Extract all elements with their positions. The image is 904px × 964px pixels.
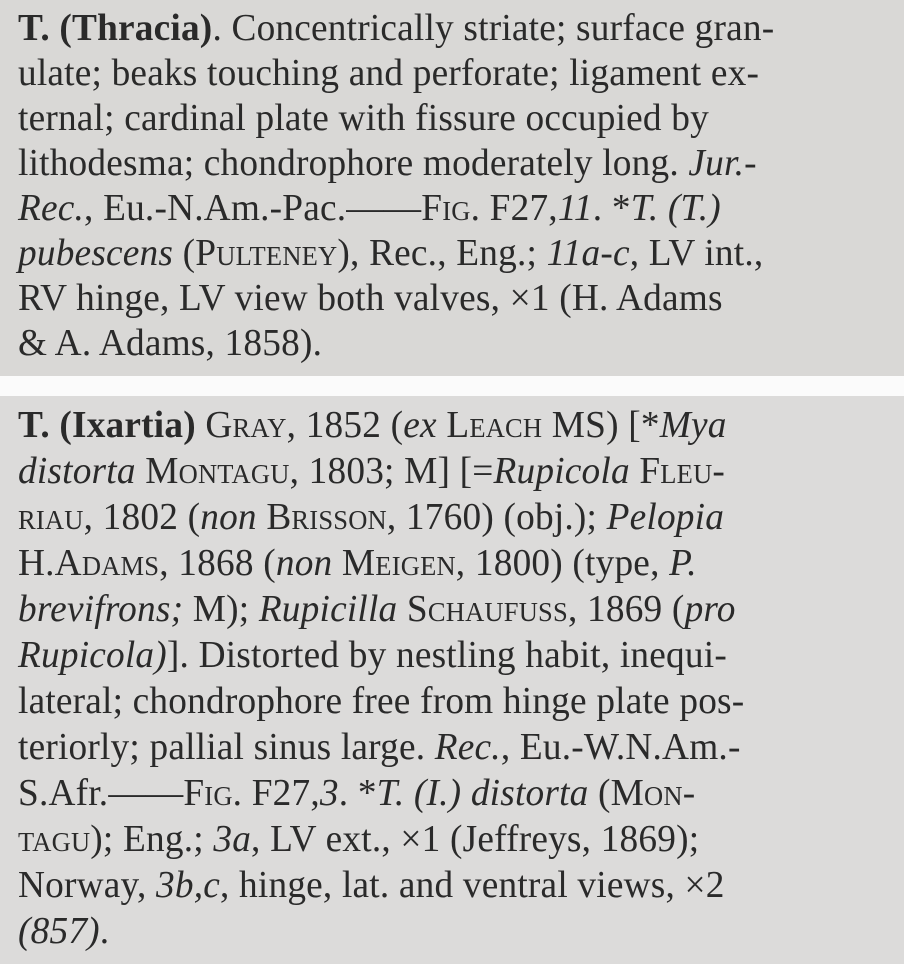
text-run: pro xyxy=(684,588,736,630)
text-line xyxy=(18,186,888,231)
text-run: , 1868 ( xyxy=(159,542,276,584)
text-run: ), Rec., Eng.; xyxy=(337,232,547,274)
text-run: Schaufuss xyxy=(406,588,568,630)
text-run: Norway, xyxy=(18,864,157,906)
text-run: T. (Ixartia) xyxy=(18,404,196,446)
text-run: 11 xyxy=(557,187,593,229)
text-run: RV hinge, LV view both valves, ×1 (H. Adams xyxy=(18,277,723,319)
text-run: . * xyxy=(338,772,377,814)
text-run: Gray xyxy=(205,404,287,446)
text-run xyxy=(196,404,206,446)
text-run: ( xyxy=(173,232,196,274)
text-run xyxy=(397,588,407,630)
text-run: , hinge, lat. and ventral views, ×2 xyxy=(220,864,725,906)
text-run: T. (I.) distorta xyxy=(376,772,589,814)
text-line xyxy=(18,6,888,51)
text-run xyxy=(136,450,146,492)
text-run: non xyxy=(200,496,257,538)
text-run: . * xyxy=(592,187,631,229)
text-line xyxy=(18,862,888,908)
text-run: Rec. xyxy=(18,187,85,229)
text-run: (857) xyxy=(18,910,100,952)
text-run: Mya xyxy=(659,404,727,446)
text-run: , 1760) (obj.); xyxy=(386,496,607,538)
text-run xyxy=(437,404,447,446)
text-run: lateral; chondrophore free from hinge plate pos- xyxy=(18,680,745,722)
text-line xyxy=(18,908,888,954)
text-run: ) [* xyxy=(606,404,660,446)
text-run: & A. Adams, 1858). xyxy=(18,322,323,364)
text-run: ternal; cardinal plate with fissure occupied by xyxy=(18,97,709,139)
text-run: F27, xyxy=(242,772,320,814)
text-run: pubescens xyxy=(18,232,174,274)
text-run: Pelopia xyxy=(606,496,725,538)
text-run: , 1852 ( xyxy=(286,404,404,446)
text-run: , 1869 ( xyxy=(567,588,685,630)
text-run: Montagu xyxy=(145,450,290,492)
text-run: S.Afr.—— xyxy=(18,772,184,814)
text-run: , Eu.-W.N.Am.- xyxy=(500,726,741,768)
text-run: Jur.- xyxy=(688,142,757,184)
text-line xyxy=(18,448,888,494)
text-run: 3b,c xyxy=(156,864,221,906)
text-run: , 1802 ( xyxy=(83,496,201,538)
text-run: M); xyxy=(183,588,259,630)
text-run: Rupicola xyxy=(493,450,630,492)
text-line xyxy=(18,141,888,186)
text-run: ulate; beaks touching and perforate; ligament ex- xyxy=(18,52,760,94)
text-run: 11a-c xyxy=(546,232,630,274)
text-line xyxy=(18,96,888,141)
text-run: brevifrons; xyxy=(18,588,184,630)
text-run: , LV int., xyxy=(629,232,764,274)
entry-ixartia xyxy=(0,396,904,964)
text-run: Leach MS xyxy=(446,404,607,446)
text-line xyxy=(18,770,888,816)
text-run: Fleu- xyxy=(639,450,726,492)
text-run xyxy=(630,450,640,492)
text-run xyxy=(332,542,342,584)
text-run xyxy=(257,496,267,538)
text-line xyxy=(18,540,888,586)
text-line xyxy=(18,586,888,632)
text-run: Rupicola) xyxy=(18,634,167,676)
text-run: T. (T.) xyxy=(630,187,721,229)
entry-thracia xyxy=(0,0,904,376)
text-run: . Concentrically striate; surface gran- xyxy=(212,7,775,49)
text-line xyxy=(18,402,888,448)
text-run: lithodesma; chondrophore moderately long. xyxy=(18,142,689,184)
text-run: non xyxy=(275,542,333,584)
text-run: distorta xyxy=(18,450,136,492)
text-run: teriorly; pallial sinus large. xyxy=(18,726,435,768)
text-run: , 1803; M] [= xyxy=(289,450,494,492)
text-run: Fig. xyxy=(183,772,243,814)
text-run: Adams xyxy=(54,542,160,584)
text-run: 3 xyxy=(319,772,339,814)
text-line xyxy=(18,321,888,366)
text-run: Brisson xyxy=(266,496,387,538)
text-line xyxy=(18,276,888,321)
text-run: T. (Thracia) xyxy=(18,7,213,49)
text-line xyxy=(18,51,888,96)
text-run: tagu xyxy=(18,818,91,860)
text-run: . xyxy=(99,910,110,952)
text-run: Meigen xyxy=(341,542,456,584)
text-run: Rec. xyxy=(434,726,501,768)
text-run: Fig. xyxy=(421,187,481,229)
text-run: , Eu.-N.Am.-Pac.—— xyxy=(84,187,422,229)
text-run: P. xyxy=(669,542,697,584)
text-line xyxy=(18,494,888,540)
text-run: , LV ext., ×1 (Jeffreys, 1869); xyxy=(251,818,700,860)
text-run: ( xyxy=(588,772,611,814)
text-run: Mon- xyxy=(610,772,696,814)
section-divider xyxy=(0,376,904,396)
text-line xyxy=(18,632,888,678)
text-run: ]. Distorted by nestling habit, inequi- xyxy=(166,634,727,676)
text-run: 3a xyxy=(213,818,252,860)
text-line xyxy=(18,724,888,770)
text-run: Pulteney xyxy=(195,232,338,274)
text-run: F27, xyxy=(480,187,558,229)
text-run: ); Eng.; xyxy=(90,818,214,860)
text-run: , 1800) (type, xyxy=(455,542,670,584)
text-run: riau xyxy=(18,496,84,538)
text-line xyxy=(18,816,888,862)
text-run: Rupicilla xyxy=(258,588,398,630)
text-line xyxy=(18,678,888,724)
text-run: ex xyxy=(403,404,437,446)
text-line xyxy=(18,231,888,276)
text-run: H. xyxy=(18,542,55,584)
